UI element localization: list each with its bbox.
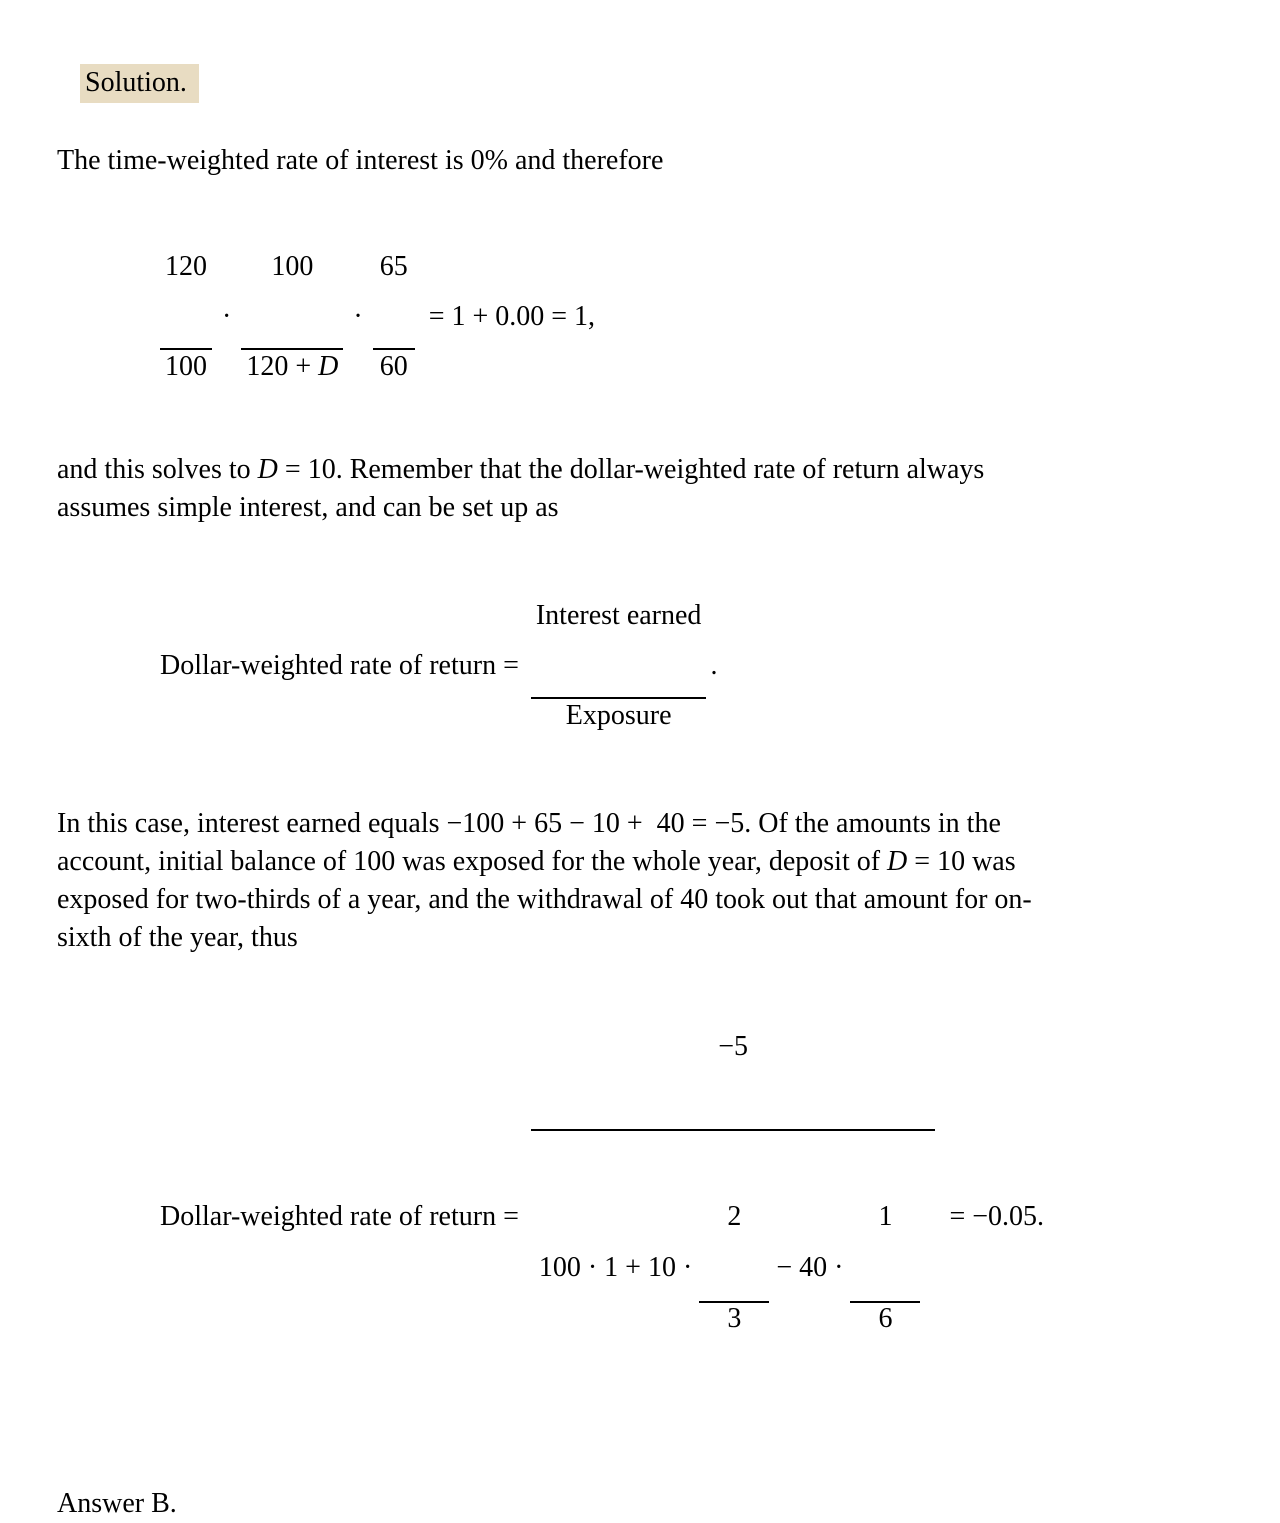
multiplication-dot: · [222, 301, 232, 332]
paragraph-line [57, 843, 1240, 881]
denominator: Exposure [531, 697, 707, 733]
time-weighted-equation [160, 186, 1240, 448]
denominator-text: − 40 · [776, 1252, 844, 1283]
equation-result: = 1 + 0.00 = 1, [428, 301, 596, 332]
solution-heading-line [57, 26, 1240, 141]
denominator: 60 [373, 348, 415, 384]
main-fraction [531, 965, 936, 1469]
denominator-text: 120 + [246, 351, 319, 382]
numerator: 1 [878, 1201, 893, 1232]
numerator: −5 [718, 1031, 749, 1062]
denominator [531, 1129, 936, 1405]
denominator: 3 [699, 1301, 769, 1335]
text-segment: = 10. Remember that the dollar-weighted rate of return always [277, 454, 985, 485]
paragraph-line: exposed for two-thirds of a year, and the withdrawal of 40 took out that amount for on- [57, 884, 1032, 915]
dwrr-calculation-equation [160, 965, 1240, 1469]
denominator [241, 348, 343, 384]
variable-D: D [887, 846, 908, 877]
paragraph-line: In this case, interest earned equals −100 + 65 − 10 + 40 = −5. Of the amounts in the [57, 808, 1001, 839]
paragraph-line [57, 451, 1240, 489]
variable-D: D [257, 454, 278, 485]
numerator: 100 [271, 251, 314, 282]
variable-D: D [318, 351, 339, 382]
period: . [710, 650, 718, 681]
fraction-2-over-3 [699, 1133, 769, 1403]
numerator: 65 [379, 251, 408, 282]
equation-label: Dollar-weighted rate of return = [160, 1201, 519, 1232]
paragraph-line: sixth of the year, thus [57, 922, 298, 953]
dwrr-definition-equation [160, 535, 1240, 797]
fraction-1-over-6 [850, 1133, 920, 1403]
equation-result: = −0.05. [949, 1201, 1045, 1232]
solution-label: Solution. [80, 64, 199, 103]
fraction-100-over-120-plus-D [241, 186, 343, 448]
numerator: 120 [165, 251, 207, 282]
numerator: Interest earned [535, 600, 702, 631]
answer-line: Answer B. [57, 1488, 177, 1519]
fraction-120-over-100 [160, 186, 212, 448]
fraction-65-over-60 [373, 186, 415, 448]
fraction-interest-over-exposure [531, 535, 707, 797]
intro-line: The time-weighted rate of interest is 0% and therefore [57, 145, 664, 176]
multiplication-dot: · [353, 301, 363, 332]
denominator: 6 [850, 1301, 920, 1335]
paragraph-line: assumes simple interest, and can be set up as [57, 492, 559, 523]
text-segment: account, initial balance of 100 was exposed for the whole year, deposit of [57, 846, 888, 877]
text-segment: and this solves to [57, 454, 258, 485]
denominator: 100 [160, 348, 212, 384]
numerator: 2 [727, 1201, 742, 1232]
denominator-text: 100 · 1 + 10 · [538, 1252, 693, 1283]
text-segment: = 10 was [907, 846, 1016, 877]
equation-label: Dollar-weighted rate of return = [160, 650, 519, 681]
